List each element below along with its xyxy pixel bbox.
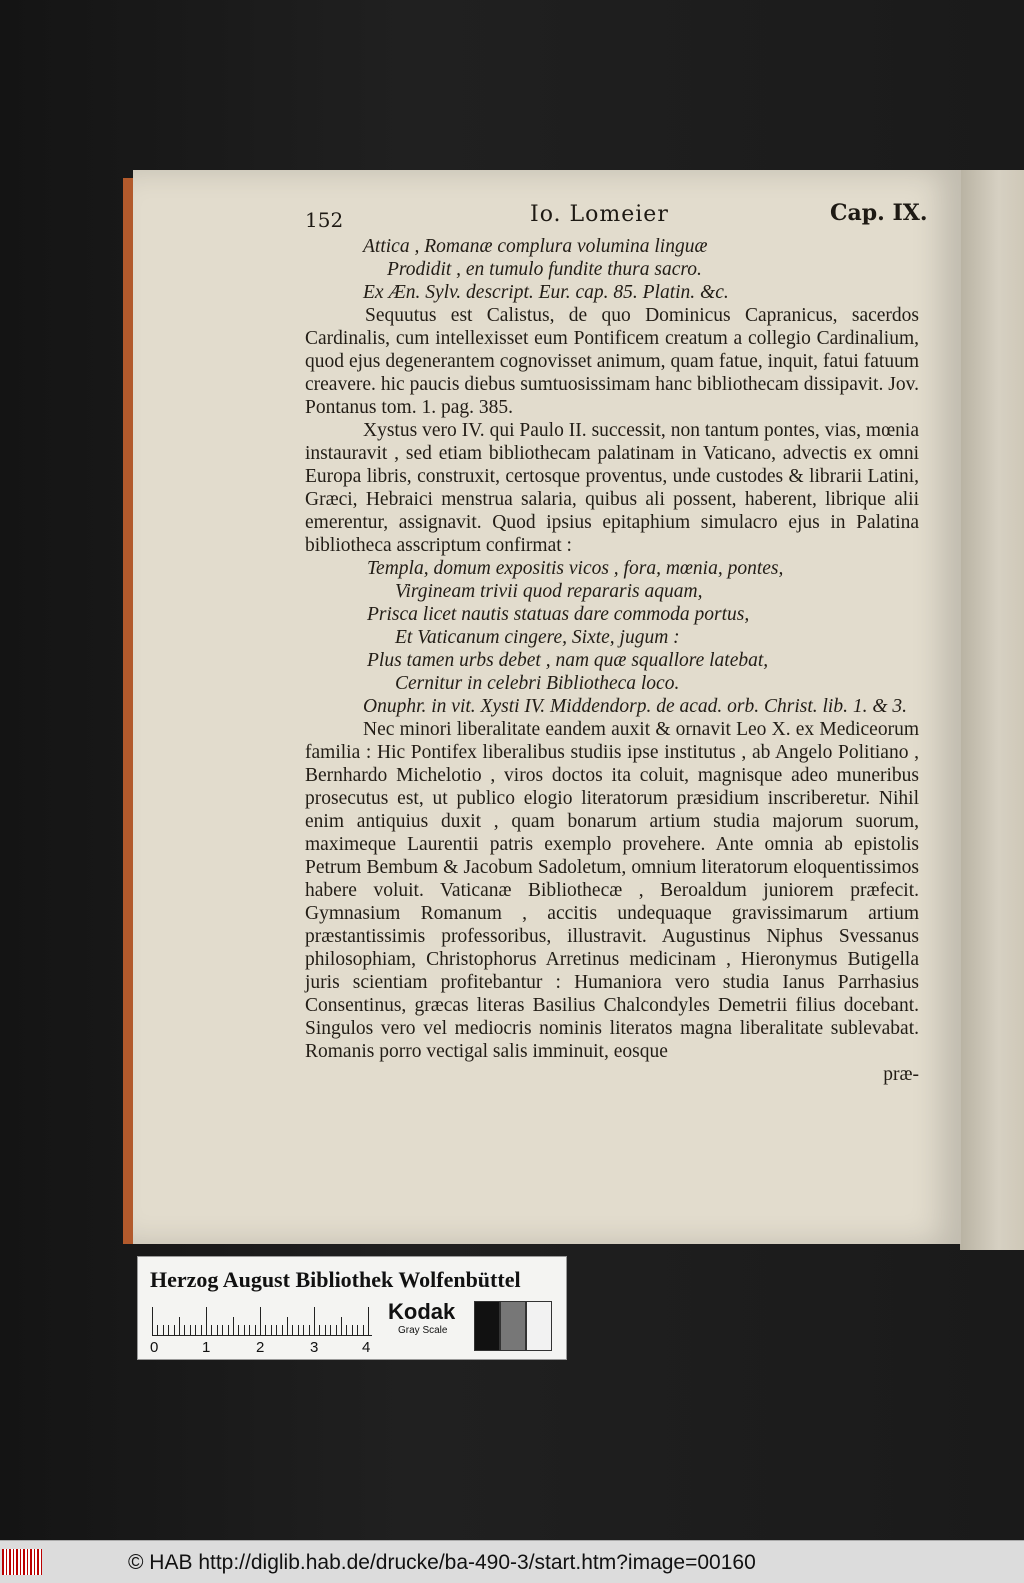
ruler-tick [238,1325,239,1335]
ruler-tick [282,1325,283,1335]
ruler-tick [303,1325,304,1335]
kodak-logo: Kodak [388,1299,456,1324]
citation: Ex Æn. Sylv. descript. Eur. cap. 85. Platin. &c. [363,282,729,303]
ruler-tick [163,1325,164,1335]
scale-number: 2 [256,1339,265,1356]
gray-scale-label: Gray Scale [398,1325,448,1336]
ruler-tick [341,1317,342,1335]
ruler-tick [217,1325,218,1335]
ruler-tick [228,1325,229,1335]
ruler-tick [265,1325,266,1335]
ruler-tick [314,1307,315,1335]
page-text [305,235,919,1086]
color-calibration-card [137,1256,567,1360]
catchword: præ- [883,1064,919,1085]
ruler-tick [244,1325,245,1335]
ruler-tick [357,1325,358,1335]
ruler-tick [211,1325,212,1335]
ruler-tick [190,1325,191,1335]
verse-line: Et Vaticanum cingere, Sixte, jugum : [395,627,680,648]
footer-url[interactable]: © HAB http://diglib.hab.de/drucke/ba-490-3/start.htm?image=00160 [128,1551,756,1574]
ruler-tick [330,1325,331,1335]
scale-number: 3 [310,1339,319,1356]
ruler-tick [368,1307,369,1335]
paragraph: Nec minori liberalitate eandem auxit & ornavit Leo X. ex Mediceorum familia : Hic Pontifex liberalibus studiis ipse institutus , ab Angelo Politiano , Bernhardo Michelotio , viros doctos ita coluit, magnisque adeo muneribus prosecutus est, ut publico elogio literatorum præsidium inscriberetur. Nihil enim antiquius duxit , quam bonarum artium studia majorum suorum, maximeque Laurentii patris exemplo provehere. Ante omnia ab epistolis Petrum Bembum & Jacobum Sadoletum, omnium literatorum eloquentissimos habere voluit. Vaticanæ Bibliothecæ , Beroaldum juniorem præfecit. Gymnasium Romanum , accitis undequaque gravissimarum artium præstantissimis professoribus, illustravit. Augustinus Niphus Svessanus philosophiam, Christophorus Arretinus medicinam , Hieronymus Butigella juris scientiam profitebantur : Humaniora vero studia Ianus Parrhasius Consentinus, græcas literas Basilius Chalcondyles Demetrii filius docebant. Singulos vero vel mediocris nominis literatos magna liberalitate sublevabat. Romanis porro vectigal salis imminuit, eosque [305,719,919,1062]
ruler-tick [201,1325,202,1335]
ruler-tick [152,1307,153,1335]
library-name: Herzog August Bibliothek Wolfenbüttel [150,1267,521,1292]
verse-line: Plus tamen urbs debet , nam quæ squallore latebat, [367,650,769,671]
scale-ruler [152,1305,372,1336]
ruler-tick [325,1325,326,1335]
ruler-tick [157,1325,158,1335]
ruler-tick [195,1325,196,1335]
verse-line: Attica , Romanæ complura volumina linguæ [363,236,708,257]
scale-number: 0 [150,1339,159,1356]
ruler-tick [352,1325,353,1335]
footer-bar [0,1540,1024,1583]
ruler-tick [271,1325,272,1335]
verse-line: Cernitur in celebri Bibliotheca loco. [395,673,680,694]
verse-line: Virgineam trivii quod repararis aquam, [395,581,703,602]
ruler-tick [287,1317,288,1335]
paragraph: Xystus vero IV. qui Paulo II. successit, non tantum pontes, vias, mœnia instauravit , sed etiam bibliothecam palatinam in Vaticano, advectis ex omni Europa libris, construxit, certosque proventus, unde custodes & librarii Latini, Græci, Hebraici menstrua salaria, quibus ali possent, haberent, librique alii emerentur, assignavit. Quod ipsius epitaphium simulacro ejus in Palatina bibliotheca asscriptum confirmat : [305,420,919,556]
paragraph: Sequutus est Calistus, de quo Dominicus Capranicus, sacerdos Cardinalis, cum intellexisset eum Pontificem creatum a collegio Cardinalium, quod ejus degenerantem cognovisset animum, quam fatue, inquit, fatui fatuum creavere. hic paucis diebus sumtuosissimam hanc bibliothecam dissipavit. Jov. Pontanus tom. 1. pag. 385. [305,305,919,418]
ruler-tick [249,1325,250,1335]
ruler-tick [363,1325,364,1335]
ruler-tick [276,1325,277,1335]
verse-line: Templa, domum expositis vicos , fora, mœnia, pontes, [367,558,784,579]
ruler-tick [174,1325,175,1335]
verse-line: Prisca licet nautis statuas dare commoda portus, [367,604,750,625]
black-swatch [474,1301,500,1351]
scale-number: 4 [362,1339,371,1356]
facing-page [960,170,1024,1250]
ruler-tick [319,1325,320,1335]
gray-swatch [500,1301,526,1351]
ruler-tick [168,1325,169,1335]
ruler-tick [309,1325,310,1335]
ruler-tick [346,1325,347,1335]
ruler-tick [179,1317,180,1335]
white-swatch [526,1301,552,1351]
citation: Onuphr. in vit. Xysti IV. Middendorp. de acad. orb. Christ. lib. 1. & 3. [363,696,908,717]
ruler-tick [233,1317,234,1335]
page-number: 152 [305,208,344,232]
barcode-icon [2,1549,42,1575]
ruler-tick [255,1325,256,1335]
chapter-label: Cap. IX. [830,200,928,226]
ruler-tick [336,1325,337,1335]
running-author: Io. Lomeier [530,202,669,227]
running-head [0,200,1024,232]
verse-line: Prodidit , en tumulo fundite thura sacro. [387,259,702,280]
scale-number: 1 [202,1339,211,1356]
ruler-tick [184,1325,185,1335]
ruler-tick [206,1307,207,1335]
ruler-tick [222,1325,223,1335]
ruler-tick [298,1325,299,1335]
ruler-tick [260,1307,261,1335]
ruler-tick [292,1325,293,1335]
